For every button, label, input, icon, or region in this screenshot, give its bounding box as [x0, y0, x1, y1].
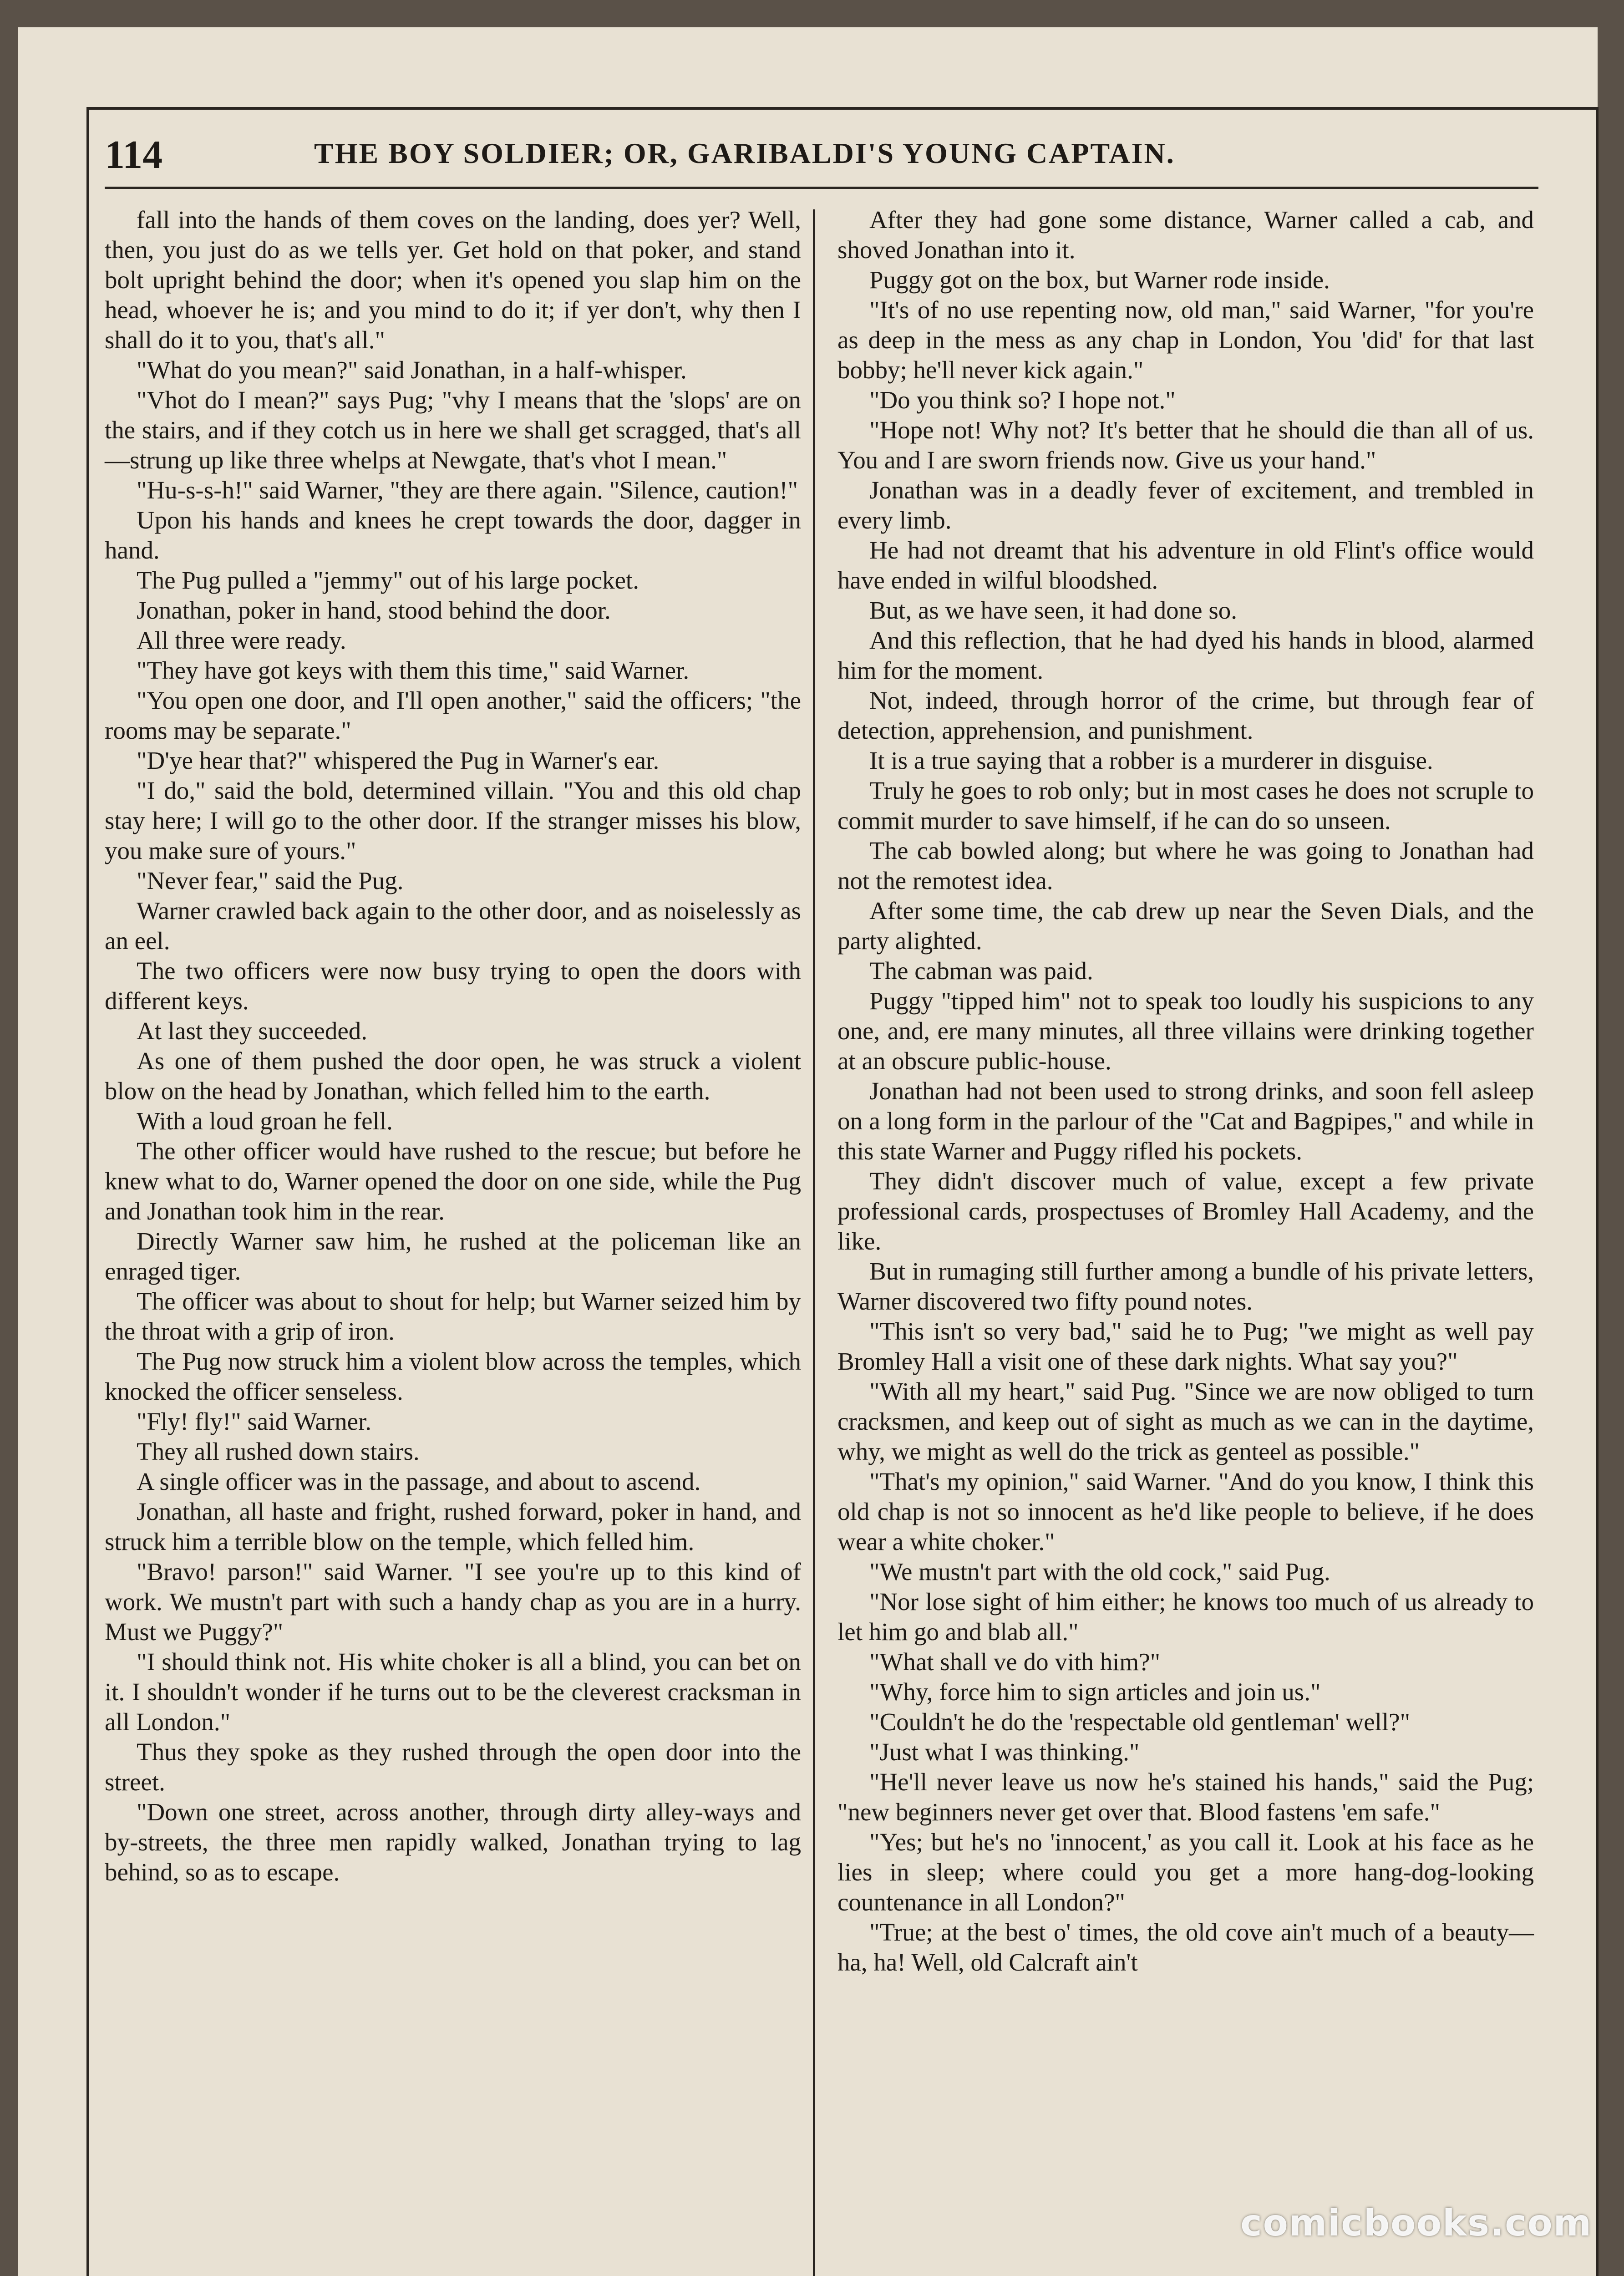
running-title: THE BOY SOLDIER; OR, GARIBALDI'S YOUNG CAPTAIN. [314, 137, 1175, 169]
paragraph: The other officer would have rushed to the rescue; but before he knew what to do, Warner opened the door on one side, while the Pug and Jonathan took him in the rear. [105, 1137, 801, 1225]
paragraph: "Nor lose sight of him either; he knows too much of us already to let him go and blab all." [837, 1588, 1534, 1646]
paragraph: fall into the hands of them coves on the landing, does yer? Well, then, you just do as we tells yer. Get hold on that poker, and stand bolt upright behind the door; when it's opened you slap him on the head, whoever he is; and you mind to do it; if yer don't, why then I shall do it to you, that's all." [105, 206, 801, 354]
paragraph: "Hu-s-s-h!" said Warner, "they are there again. "Silence, caution!" [137, 476, 798, 504]
paragraph: Directly Warner saw him, he rushed at the policeman like an enraged tiger. [105, 1227, 801, 1285]
paragraph: The officer was about to shout for help; but Warner seized him by the throat with a grip of iron. [105, 1287, 801, 1345]
paragraph: "Couldn't he do the 'respectable old gentleman' well?" [869, 1708, 1411, 1736]
paragraph: "It's of no use repenting now, old man," said Warner, "for you're as deep in the mess as any chap in London, You 'did' for that last bobby; he'll never kick again." [837, 296, 1534, 384]
paragraph: Not, indeed, through horror of the crime, but through fear of detection, apprehension, and punishment. [837, 686, 1534, 744]
paragraph: The Pug now struck him a violent blow across the temples, which knocked the officer senseless. [105, 1347, 801, 1405]
paragraph: The cabman was paid. [869, 957, 1093, 985]
paragraph: They all rushed down stairs. [137, 1438, 420, 1465]
paragraph: Upon his hands and knees he crept towards the door, dagger in hand. [105, 506, 801, 564]
paragraph: But, as we have seen, it had done so. [869, 596, 1238, 624]
paragraph: "What shall ve do vith him?" [869, 1648, 1161, 1676]
paragraph: "Fly! fly!" said Warner. [137, 1407, 372, 1435]
paragraph: "They have got keys with them this time," said Warner. [137, 656, 690, 684]
paragraph: "Vhot do I mean?" says Pug; "vhy I means that the 'slops' are on the stairs, and if they cotch us in here we shall get scragged, that's all—strung up like three whelps at Newgate, that's vhot I mean." [105, 386, 801, 474]
paragraph: Jonathan, poker in hand, stood behind the door. [137, 596, 611, 624]
paragraph: "What do you mean?" said Jonathan, in a half-whisper. [137, 356, 687, 384]
paragraph: Jonathan had not been used to strong drinks, and soon fell asleep on a long form in the parlour of the "Cat and Bagpipes," and while in this state Warner and Puggy rifled his pockets. [837, 1077, 1534, 1165]
page-number: 114 [105, 133, 163, 177]
paragraph: "I should think not. His white choker is all a blind, you can bet on it. I shouldn't wonder if he turns out to be the cleverest cracksman in all London." [105, 1648, 801, 1736]
paragraph: "That's my opinion," said Warner. "And do you know, I think this old chap is not so innocent as he'd like people to believe, if he does wear a white choker." [837, 1468, 1534, 1555]
running-header [105, 123, 1538, 189]
paragraph: "Yes; but he's no 'innocent,' as you call it. Look at his face as he lies in sleep; where could you get a more hang-dog-looking countenance in all London?" [837, 1828, 1534, 1916]
column-divider [813, 209, 815, 2276]
paragraph: "True; at the best o' times, the old cove ain't much of a beauty—ha, ha! Well, old Calcraft ain't [837, 1918, 1534, 1976]
paragraph: At last they succeeded. [137, 1017, 368, 1045]
paragraph: "This isn't so very bad," said he to Pug; "we might as well pay Bromley Hall a visit one of these dark nights. What say you?" [837, 1317, 1534, 1375]
paragraph: "You open one door, and I'll open another," said the officers; "the rooms may be separate." [105, 686, 801, 744]
paragraph: The cab bowled along; but where he was going to Jonathan had not the remotest idea. [837, 837, 1534, 894]
paragraph: Jonathan was in a deadly fever of excitement, and trembled in every limb. [837, 476, 1534, 534]
paragraph: Puggy "tipped him" not to speak too loudly his suspicions to any one, and, ere many minutes, all three villains were drinking together at an obscure public-house. [837, 987, 1534, 1075]
paragraph: "D'ye hear that?" whispered the Pug in Warner's ear. [137, 747, 660, 774]
paragraph: "We mustn't part with the old cock," said Pug. [869, 1558, 1330, 1585]
paragraph: It is a true saying that a robber is a murderer in disguise. [869, 747, 1433, 774]
paragraph: The two officers were now busy trying to open the doors with different keys. [105, 957, 801, 1015]
paragraph: "He'll never leave us now he's stained his hands," said the Pug; "new beginners never get over that. Blood fastens 'em safe." [837, 1768, 1534, 1826]
paragraph: The Pug pulled a "jemmy" out of his large pocket. [137, 566, 639, 594]
paragraph: Warner crawled back again to the other door, and as noiselessly as an eel. [105, 897, 801, 955]
paragraph: A single officer was in the passage, and about to ascend. [137, 1468, 701, 1495]
site-watermark: comicbooks.com [1240, 2202, 1592, 2244]
paragraph: All three were ready. [137, 626, 346, 654]
paragraph: "Down one street, across another, through dirty alley-ways and by-streets, the three men rapidly walked, Jonathan trying to lag behind, so as to escape. [105, 1798, 801, 1886]
paragraph: Jonathan, all haste and fright, rushed forward, poker in hand, and struck him a terrible blow on the temple, which felled him. [105, 1498, 801, 1555]
paragraph: "I do," said the bold, determined villain. "You and this old chap stay here; I will go to the other door. If the stranger misses his blow, you make sure of yours." [105, 777, 801, 864]
paragraph: And this reflection, that he had dyed his hands in blood, alarmed him for the moment. [837, 626, 1534, 684]
paragraph: "Never fear," said the Pug. [137, 867, 404, 894]
paragraph: Thus they spoke as they rushed through the open door into the street. [105, 1738, 801, 1796]
paragraph: "Bravo! parson!" said Warner. "I see you're up to this kind of work. We mustn't part with such a handy chap as you are in a hurry. Must we Puggy?" [105, 1558, 801, 1646]
paragraph: They didn't discover much of value, except a few private professional cards, prospectuses of Bromley Hall Academy, and the like. [837, 1167, 1534, 1255]
right-text-column [837, 205, 1534, 1977]
paragraph: But in rumaging still further among a bundle of his private letters, Warner discovered two fifty pound notes. [837, 1257, 1534, 1315]
paragraph: After some time, the cab drew up near the Seven Dials, and the party alighted. [837, 897, 1534, 955]
paragraph: He had not dreamt that his adventure in old Flint's office would have ended in wilful bloodshed. [837, 536, 1534, 594]
left-text-column [105, 205, 801, 1887]
paragraph: After they had gone some distance, Warner called a cab, and shoved Jonathan into it. [837, 206, 1534, 264]
paragraph: "Why, force him to sign articles and join us." [869, 1678, 1321, 1706]
paragraph: "Just what I was thinking." [869, 1738, 1140, 1766]
paragraph: Truly he goes to rob only; but in most cases he does not scruple to commit murder to save himself, if he can do so unseen. [837, 777, 1534, 834]
paragraph: Puggy got on the box, but Warner rode inside. [869, 266, 1330, 294]
paragraph: "With all my heart," said Pug. "Since we are now obliged to turn cracksmen, and keep out of sight as much as we can in the daytime, why, we might as well do the trick as genteel as possible." [837, 1377, 1534, 1465]
paragraph: "Do you think so? I hope not." [869, 386, 1176, 414]
paragraph: "Hope not! Why not? It's better that he should die than all of us. You and I are sworn friends now. Give us your hand." [837, 416, 1534, 474]
paragraph: With a loud groan he fell. [137, 1107, 393, 1135]
paragraph: As one of them pushed the door open, he was struck a violent blow on the head by Jonathan, which felled him to the earth. [105, 1047, 801, 1105]
